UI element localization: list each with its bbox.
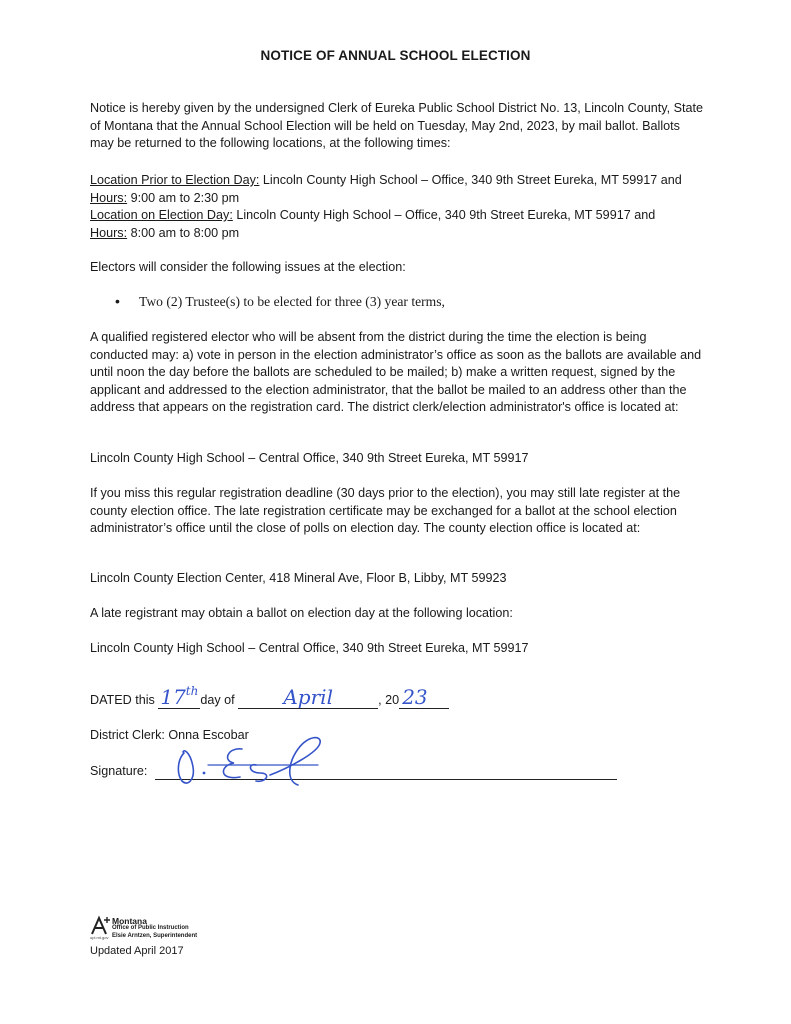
location-day-value: Lincoln County High School – Office, 340 9th Street Eureka, MT 59917 and — [236, 208, 656, 222]
intro-paragraph: Notice is hereby given by the undersigned Clerk of Eureka Public School District No. 13, Lincoln County, State of Montana that the Annual School Election will be held on Tuesday, May 2nd, 2023, by mail ballot. Ballots may be returned to the following locations, at the following times: — [90, 101, 703, 150]
opi-a-plus-icon — [90, 915, 112, 935]
dated-line — [90, 684, 449, 709]
year-handwritten: 23 — [402, 685, 428, 709]
dated-mid: day of — [200, 693, 235, 707]
locations-block — [90, 172, 705, 242]
day-blank — [158, 684, 200, 709]
page-title: NOTICE OF ANNUAL SCHOOL ELECTION — [260, 48, 531, 63]
late-registration-paragraph: If you miss this regular registration deadline (30 days prior to the election), you may still late register at the county election office. The late registration certificate may be exchanged for a ballot at the school election administrator’s office until the close of polls on election day. The county election office is located at: — [90, 486, 681, 535]
clerk-office-address: Lincoln County High School – Central Office, 340 9th Street Eureka, MT 59917 — [90, 451, 529, 465]
hours-day-row — [90, 225, 705, 243]
logo-url: opi.mt.gov — [90, 935, 109, 940]
hours-prior-row — [90, 190, 705, 208]
location-day-label: Location on Election Day: — [90, 208, 233, 222]
location-prior-value: Lincoln County High School – Office, 340 9th Street Eureka, MT 59917 and — [262, 173, 682, 187]
issue-list-item — [115, 293, 445, 311]
county-office-address: Lincoln County Election Center, 418 Mineral Ave, Floor B, Libby, MT 59923 — [90, 571, 507, 585]
dated-prefix: DATED this — [90, 693, 155, 707]
signature-label: Signature: — [90, 764, 148, 778]
logo-montana: Montana — [112, 916, 147, 926]
late-ballot-text: A late registrant may obtain a ballot on election day at the following location: — [90, 606, 513, 620]
location-prior-row — [90, 172, 705, 190]
year-prefix: , 20 — [378, 693, 400, 707]
month-handwritten: April — [283, 685, 333, 709]
hours-prior-value: 9:00 am to 2:30 pm — [130, 190, 240, 205]
year-blank — [399, 685, 449, 709]
logo-office: Office of Public Instruction — [112, 925, 189, 931]
opi-logo — [90, 915, 230, 949]
hours-prior-label: Hours: — [90, 190, 128, 205]
bullet-icon: • — [115, 293, 120, 309]
issue-text: Two (2) Trustee(s) to be elected for three (3) year terms, — [139, 294, 445, 309]
day-handwritten: 17th — [160, 684, 199, 709]
updated-date: Updated April 2017 — [90, 945, 184, 957]
late-ballot-address: Lincoln County High School – Central Office, 340 9th Street Eureka, MT 59917 — [90, 641, 529, 655]
district-clerk-line: District Clerk: Onna Escobar — [90, 728, 249, 742]
month-blank — [238, 685, 378, 709]
location-day-row — [90, 207, 705, 225]
logo-superintendent: Elsie Arntzen, Superintendent — [112, 933, 198, 939]
signature-handwritten — [168, 733, 338, 791]
hours-day-value: 8:00 am to 8:00 pm — [130, 225, 240, 240]
absentee-paragraph: A qualified registered elector who will be absent from the district during the time the election is being conducted may: a) vote in person in the election administrator’s office as soon as the ballots are available and until noon the day before the ballots are scheduled to be mailed; b) make a written request, signed by the applicant and addressed to the election administrator, that the ballot be mailed to an address other than the address that appears on the registration card. The district clerk/election administrator's office is located at: — [90, 330, 702, 414]
issues-intro: Electors will consider the following issues at the election: — [90, 260, 406, 274]
hours-day-label: Hours: — [90, 225, 128, 240]
location-prior-label: Location Prior to Election Day: — [90, 173, 260, 187]
